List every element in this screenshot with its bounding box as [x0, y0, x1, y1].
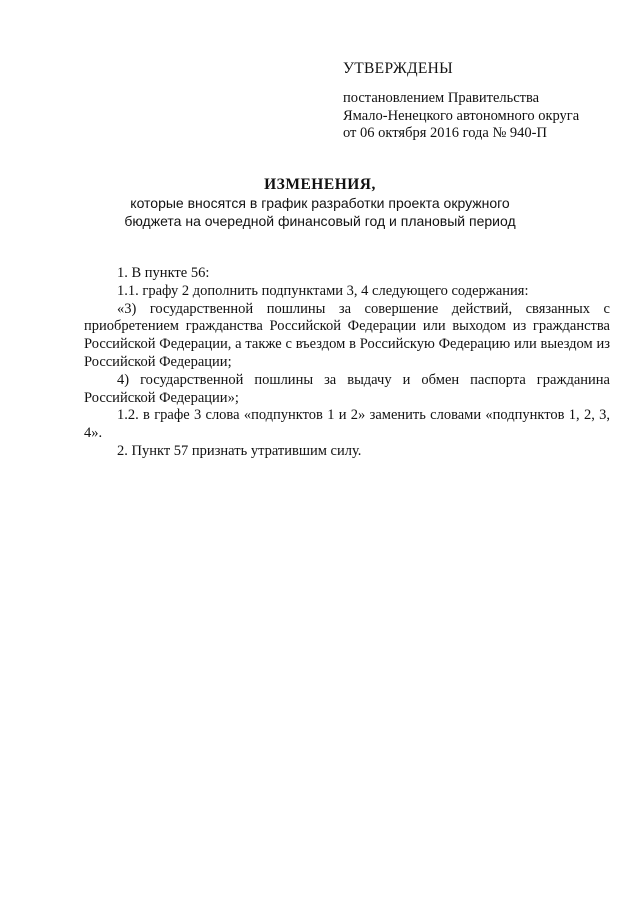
heading-title: ИЗМЕНЕНИЯ, [264, 176, 376, 193]
heading-subtitle-line-2: бюджета на очередной финансовый год и плановый период [124, 213, 516, 229]
document-heading [100, 176, 540, 230]
paragraph-1-2: 1.2. в графе 3 слова «подпунктов 1 и 2» заменить словами «подпунктов 1, 2, 3, 4». [84, 407, 610, 442]
approval-line-1: постановлением Правительства [343, 90, 540, 106]
approval-title: УТВЕРЖДЕНЫ [343, 60, 453, 77]
paragraph-item-4: 4) государственной пошлины за выдачу и обмен паспорта гражданина Российской Федерации»; [84, 371, 610, 406]
paragraph-1: 1. В пункте 56: [117, 265, 210, 281]
document-body [84, 265, 610, 461]
paragraph-item-3: «3) государственной пошлины за совершение действий, связанных с приобретением гражданства Российской Федерации или выходом из гражданства Российской Федерации, а также с въездом в Российскую Федерацию или выездом из Российской Федерации; [84, 300, 610, 370]
paragraph-1-1: 1.1. графу 2 дополнить подпунктами 3, 4 следующего содержания: [117, 282, 529, 299]
approval-line-2: Ямало-Ненецкого автономного округа [343, 107, 580, 124]
heading-subtitle-line-1: которые вносятся в график разработки проекта окружного [130, 195, 510, 211]
approval-line-3: от 06 октября 2016 года № 940-П [343, 125, 547, 141]
approval-block [343, 60, 613, 143]
paragraph-2: 2. Пункт 57 признать утратившим силу. [117, 442, 362, 459]
